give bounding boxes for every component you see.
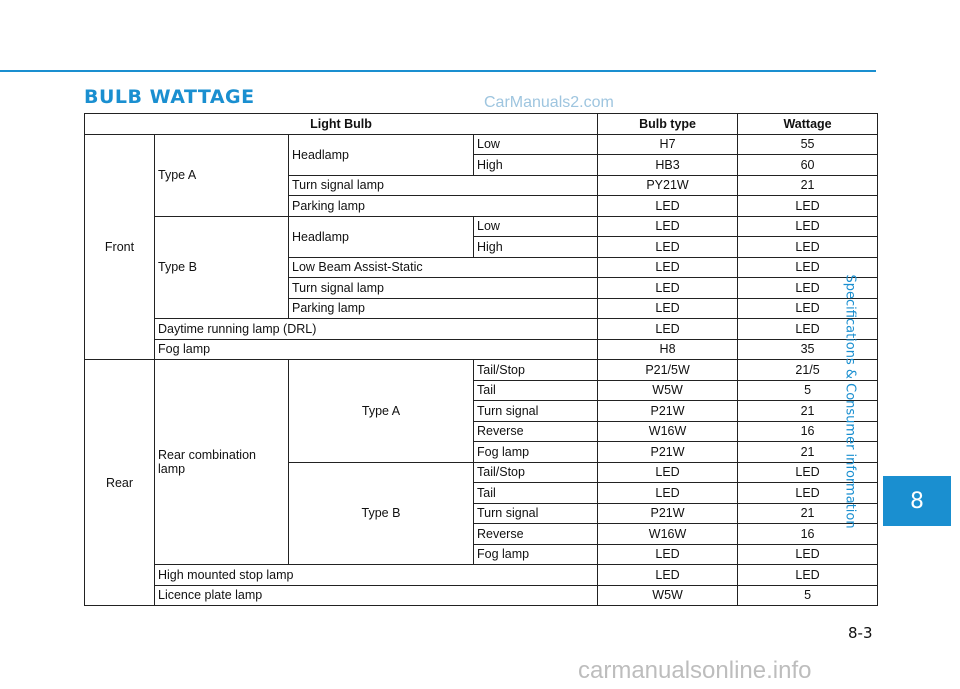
row-label: Reverse [474,524,598,545]
chapter-tab[interactable] [883,476,951,526]
row-label: Low Beam Assist-Static [289,257,598,278]
bulb-type-cell: LED [598,278,738,299]
wattage-cell: 21 [738,401,878,422]
bulb-type-cell: P21W [598,401,738,422]
chapter-side-label: Specifications & Consumer information [842,274,858,529]
row-label: Low [474,134,598,155]
wattage-cell: 21/5 [738,360,878,381]
wattage-cell: LED [738,216,878,237]
bulb-type-cell: P21W [598,503,738,524]
wattage-cell: 5 [738,585,878,606]
watermark-bottom: carmanualsonline.info [578,657,812,684]
wattage-cell: 60 [738,155,878,176]
table-header-row [85,114,878,135]
header-wattage: Wattage [738,114,878,135]
wattage-cell: 21 [738,503,878,524]
row-label: Fog lamp [474,442,598,463]
row-label: Daytime running lamp (DRL) [155,319,598,340]
row-label: Fog lamp [155,339,598,360]
row-label: Parking lamp [289,196,598,217]
wattage-cell: LED [738,237,878,258]
wattage-cell: LED [738,278,878,299]
wattage-cell: LED [738,483,878,504]
bulb-wattage-table [84,113,878,606]
bulb-type-cell: PY21W [598,175,738,196]
bulb-type-cell: LED [598,462,738,483]
wattage-cell: LED [738,462,878,483]
wattage-cell: 16 [738,524,878,545]
rear-type-a: Type A [289,360,474,463]
table-row [85,134,878,155]
chapter-number: 8 [910,488,924,514]
row-label: Tail/Stop [474,360,598,381]
row-label: Reverse [474,421,598,442]
table-row [85,216,878,237]
bulb-type-cell: LED [598,298,738,319]
row-label: High mounted stop lamp [155,565,598,586]
row-label: Turn signal [474,503,598,524]
table-row [85,585,878,606]
row-label: Tail [474,380,598,401]
wattage-cell: LED [738,298,878,319]
wattage-cell: 5 [738,380,878,401]
bulb-type-cell: LED [598,565,738,586]
wattage-cell: 35 [738,339,878,360]
front-b-headlamp: Headlamp [289,216,474,257]
header-light-bulb: Light Bulb [85,114,598,135]
bulb-type-cell: P21/5W [598,360,738,381]
front-type-a: Type A [155,134,289,216]
wattage-cell: 21 [738,175,878,196]
group-front: Front [85,134,155,360]
row-label: Fog lamp [474,544,598,565]
section-title: BULB WATTAGE [84,86,255,108]
row-label: Parking lamp [289,298,598,319]
header-rule [0,70,876,72]
table-row [85,339,878,360]
watermark-top: CarManuals2.com [484,94,614,111]
row-label: Low [474,216,598,237]
row-label: High [474,155,598,176]
bulb-type-cell: W5W [598,585,738,606]
wattage-cell: 21 [738,442,878,463]
wattage-cell: LED [738,565,878,586]
row-label: High [474,237,598,258]
row-label: Turn signal [474,401,598,422]
bulb-type-cell: LED [598,483,738,504]
table-row [85,565,878,586]
front-type-b: Type B [155,216,289,319]
header-bulb-type: Bulb type [598,114,738,135]
bulb-type-cell: W16W [598,421,738,442]
wattage-cell: 16 [738,421,878,442]
bulb-type-cell: LED [598,237,738,258]
table-row [85,319,878,340]
row-label: Tail [474,483,598,504]
table-row [85,360,878,381]
wattage-cell: 55 [738,134,878,155]
bulb-type-cell: HB3 [598,155,738,176]
front-a-headlamp: Headlamp [289,134,474,175]
row-label: Turn signal lamp [289,278,598,299]
bulb-type-cell: LED [598,216,738,237]
bulb-type-cell: LED [598,257,738,278]
page-number: 8-3 [848,624,873,642]
bulb-type-cell: H7 [598,134,738,155]
wattage-cell: LED [738,257,878,278]
bulb-type-cell: W5W [598,380,738,401]
bulb-type-cell: H8 [598,339,738,360]
group-rear: Rear [85,360,155,606]
row-label: Turn signal lamp [289,175,598,196]
wattage-cell: LED [738,196,878,217]
row-label: Licence plate lamp [155,585,598,606]
bulb-type-cell: W16W [598,524,738,545]
bulb-type-cell: LED [598,196,738,217]
rear-combination-lamp: Rear combination lamp [155,360,289,565]
row-label: Tail/Stop [474,462,598,483]
rear-type-b: Type B [289,462,474,565]
wattage-cell: LED [738,319,878,340]
bulb-type-cell: LED [598,319,738,340]
bulb-type-cell: P21W [598,442,738,463]
wattage-cell: LED [738,544,878,565]
bulb-type-cell: LED [598,544,738,565]
